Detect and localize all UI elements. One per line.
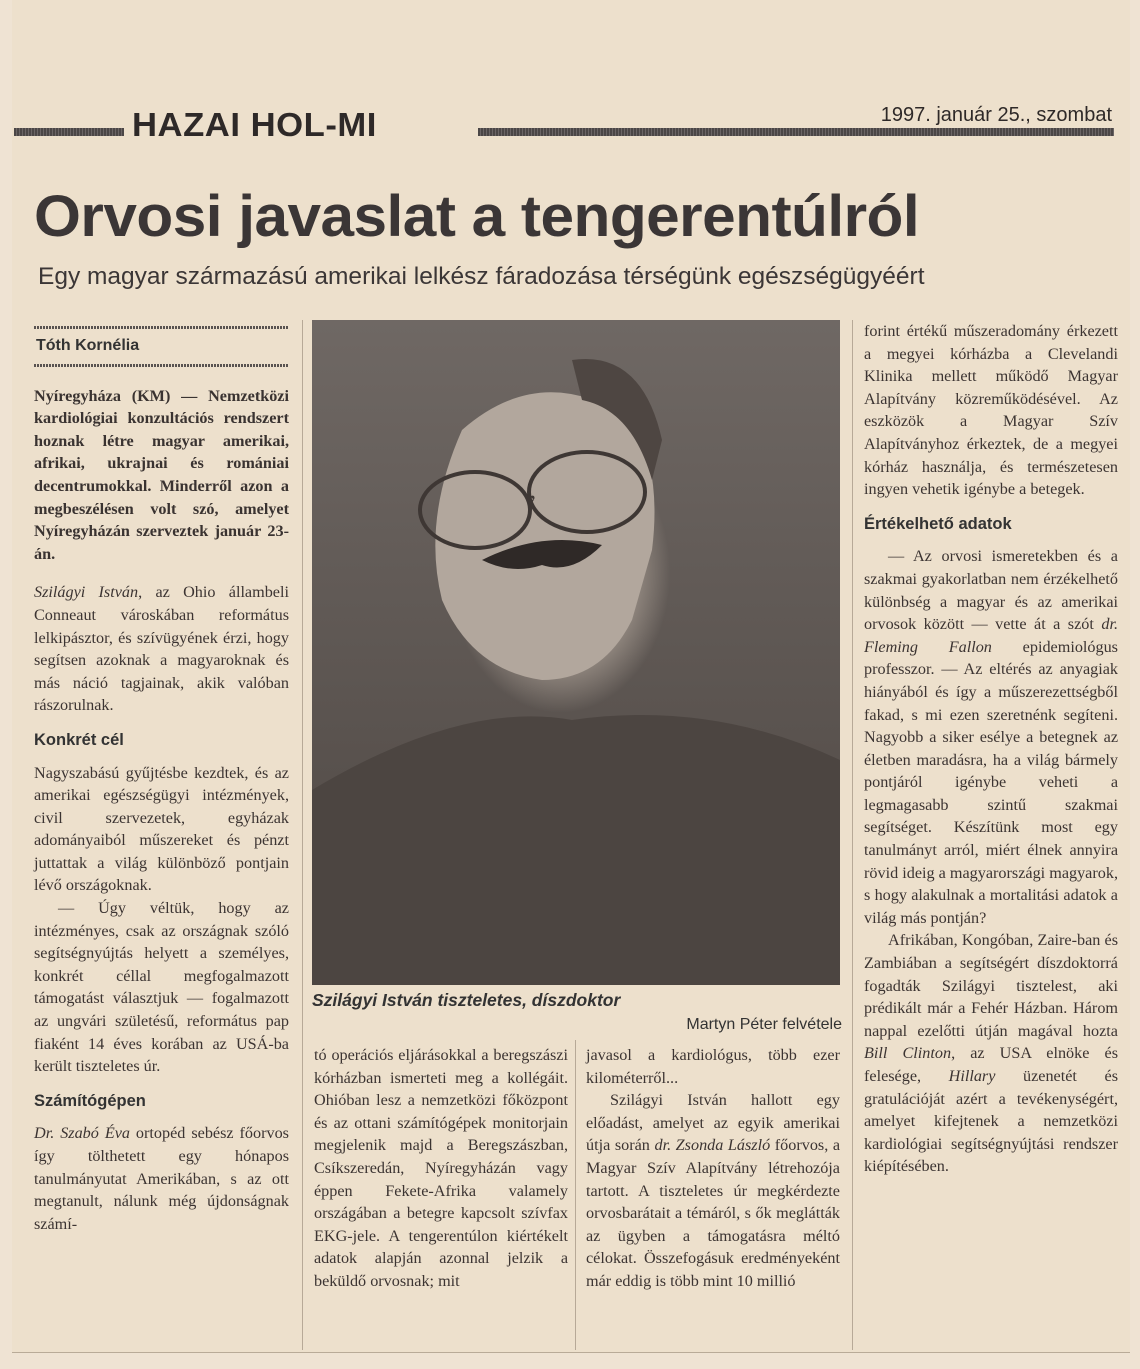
person-name: dr. Zsonda László [654, 1136, 771, 1155]
paragraph: tó operációs eljárásokkal a beregszászi kórházban ismerteti meg a kollégáit. Ohióban lesz a nemzetközi főközpont és az ottani számítógépek monitorjain megjelenik majd a Beregszászban, Csíkszeredán, Nyíregyházán vagy éppen Fekete-Afrika valamely országában a betegre kapcsolt szívfax EKG-jele. A tengerentúlon kiértékelt adatok alapján azonnal jelzik a beküldő orvosnak; mit [314, 1046, 568, 1290]
paragraph-text: epidemiológus professzor. — Az eltérés az anyagiak hiányából és így a műszerezettségből fakad, s mi ezen szeretnénk segíteni. Nagyobb a siker esélye a betegnek az életben maradásra, ha a világ bármely pontjáról igénybe veheti a legmagasabb szintű szakmai segítséget. Készítünk most egy tanulmányt arról, miért élnek annyira rövid ideig a magyarországi magyarok, s hogy alakulnak a mortalitási adatok a világ más pontján? [864, 637, 1118, 927]
paragraph [586, 1089, 840, 1292]
paragraph-text: ortopéd sebész főorvos így tölthetett egy hónapos tanulmányutat Amerikában, s az ott megtanult, nálunk még újdonságnak számí- [34, 1124, 289, 1233]
paragraph [34, 581, 289, 717]
portrait-illustration [312, 320, 840, 985]
subheading-szamitogepen: Számítógépen [34, 1091, 146, 1110]
section-title: HAZAI HOL-MI [132, 106, 377, 143]
lead-paragraph: Nyíregyháza (KM) — Nemzetközi kardiológiai konzultációs rendszert hoznak létre magyar amerikai, afrikai, ukrajnai és romániai decentrumokkal. Minderről azon a megbeszélésen volt szó, amelyet Nyíregyházán szerveztek január 23-án. [34, 386, 289, 563]
byline: Tóth Kornélia [36, 337, 140, 354]
person-name: Dr. Szabó Éva [34, 1124, 130, 1143]
section-rule-left [14, 128, 124, 136]
photo-caption: Szilágyi István tiszteletes, díszdoktor [312, 990, 621, 1010]
photo-credit: Martyn Péter felvétele [686, 1016, 842, 1033]
person-name: dr. Fleming Fallon [864, 615, 1118, 656]
face-shape [435, 392, 654, 680]
byline-rule-bottom [34, 364, 289, 367]
paragraph-text: Afrikában, Kongóban, Zaire-ban és Zambiában a segítségért díszdoktorrá fogadták Szilágyi tisztelest, aki prédikált már a Fehér Házban. Három nappal ezelőtti útján magával hozta [864, 931, 1118, 1040]
column-divider [852, 320, 853, 1350]
person-name: Bill Clinton [864, 1044, 952, 1063]
column-1 [34, 326, 289, 1235]
portrait-photo [312, 320, 840, 985]
paragraph-text: főorvos, a Magyar Szív Alapítvány létrehozója tartott. A tiszteletes úr megkérdezte orvosbarátait a témáról, s ők meglátták az ügyben a támogatásra méltó célokat. Összefogásuk eredményeként már eddig is több mint 10 millió [586, 1136, 841, 1290]
article-subheadline: Egy magyar származású amerikai lelkész fáradozása térségünk egészségügyéért [38, 263, 925, 290]
column-divider [575, 1040, 576, 1350]
publication-date: 1997. január 25., szombat [875, 104, 1112, 127]
paragraph [864, 929, 1118, 1178]
article-headline: Orvosi javaslat a tengerentúlról [34, 184, 920, 249]
column-2 [314, 1044, 568, 1293]
paragraph: Nagyszabású gyűjtésbe kezdtek, és az amerikai egészségügyi intézmények, civil szervezetek, egyházak adományaiból műszereket és pénzt juttattak a világ különböző pontjain lévő országoknak. [34, 763, 289, 895]
person-name: Szilágyi István [34, 583, 139, 602]
sweater-shape [312, 715, 840, 985]
section-rule-right [478, 128, 1114, 136]
paragraph-text: , az Ohio állambeli Conneaut városkában református lelkipásztor, és szívügyének érzi, hogy segítsen azoknak a magyaroknak és más náció tagjainak, akik valóban rászorulnak. [34, 583, 289, 715]
person-name: Hillary [948, 1067, 996, 1085]
column-divider [302, 320, 303, 1350]
paragraph-text: — Az orvosi ismeretekben és a szakmai gyakorlatban nem érzékelhető különbség a magyar és az amerikai orvosok között — vette át a szót [864, 547, 1118, 634]
paragraph [34, 1122, 289, 1235]
byline-rule-top [34, 326, 289, 329]
paragraph-text: Szilágyi István hallott egy előadást, amelyet az egyik amerikai útja során [586, 1091, 840, 1155]
paragraph: forint értékű műszeradomány érkezett a megyei kórházba a Clevelandi Klinika mellett működő Magyar Alapítvány közreműködésével. Az eszközök a Magyar Szív Alapítványhoz érkeztek, de a megyei kórház használja, és természetesen ingyen vehetik igénybe a betegek. [864, 322, 1118, 499]
subheading-konkret-cel: Konkrét cél [34, 730, 124, 749]
subheading-ertekelheto-adatok: Értékelhető adatok [864, 514, 1012, 533]
paragraph-text: üzenetét és gratulációját azért a tevékenységért, amelyet kifejtenek a nemzetközi kardiológiai segítségnyújtási rendszer kiépítésében. [864, 1067, 1118, 1176]
paragraph: javasol a kardiológus, több ezer kilométerről... [586, 1046, 840, 1087]
paragraph: — Úgy véltük, hogy az intézményes, csak az országnak szóló segítségnyújtás helyett a személyes, konkrét céllal megfogalmazott támogatást választjuk — fogalmazott az ungvári születésű, református pap fiaként 14 éves korában az USÁ-ba került tiszteletes úr. [34, 899, 289, 1076]
paragraph [864, 545, 1118, 929]
paragraph-text: , az USA elnöke és felesége, [864, 1044, 1119, 1085]
column-3 [586, 1044, 840, 1293]
column-4 [864, 320, 1118, 1178]
